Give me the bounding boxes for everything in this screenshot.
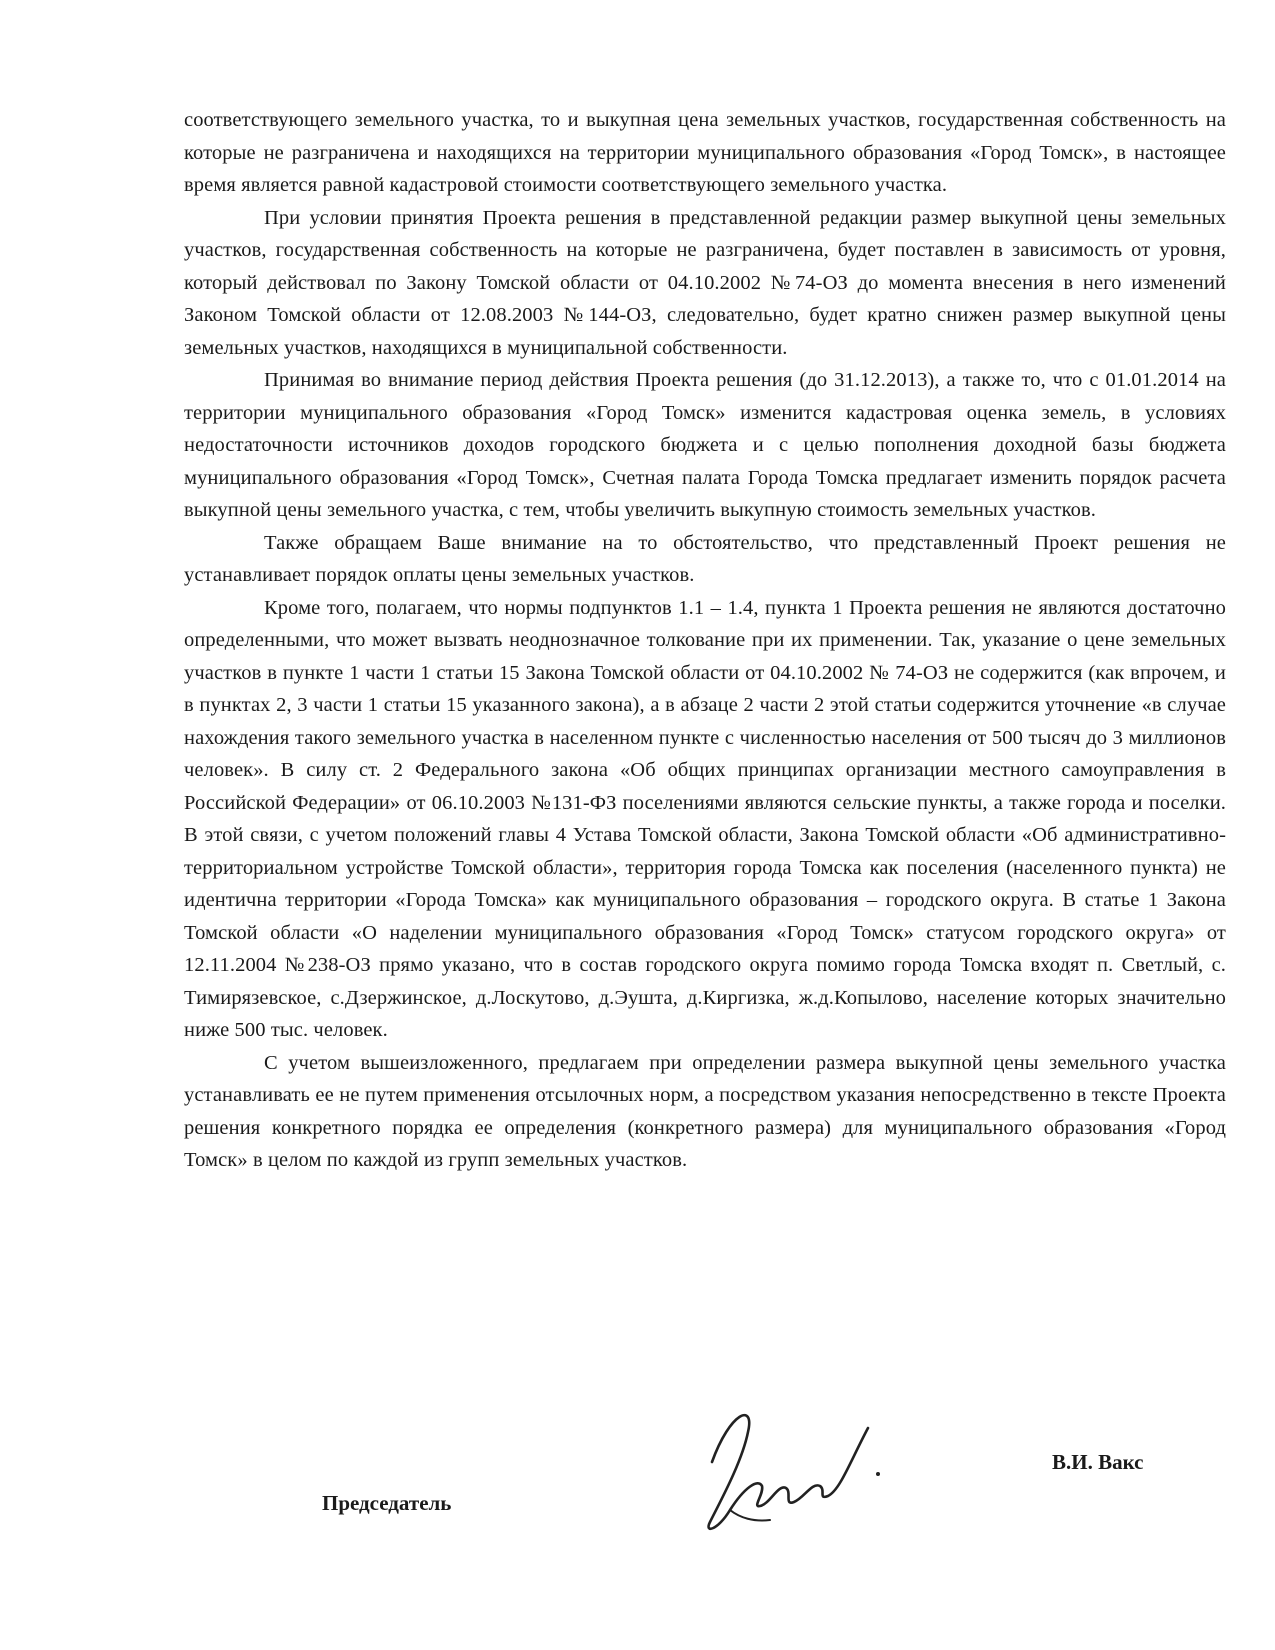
paragraph-payment-order: Также обращаем Ваше внимание на то обстоятельство, что представленный Проект решения не устанавливает порядок оплаты цены земельных участков. <box>184 531 1226 586</box>
paragraph-project-conditions: При условии принятия Проекта решения в представленной редакции размер выкупной цены земельных участков, государственная собственность на которые не разграничена, будет поставлен в зависимость от уровня, который действовал по Закону Томской области от 04.10.2002 №74-ОЗ до момента внесения в него изменений Законом Томской области от 12.08.2003 №144-ОЗ, следовательно, будет кратно снижен размер выкупной цены земельных участков, находящихся в муниципальной собственности. <box>184 206 1226 359</box>
paragraph-continuation: соответствующего земельного участка, то и выкупная цена земельных участков, государственная собственность на которые не разграничена и находящихся на территории муниципального образования «Город Томск», в настоящее время является равной кадастровой стоимости соответствующего земельного участка. <box>184 109 1226 196</box>
paragraph-norms-analysis: Кроме того, полагаем, что нормы подпунктов 1.1 – 1.4, пункта 1 Проекта решения не являются достаточно определенными, что может вызвать неоднозначное толкование при их применении. Так, указание о цене земельных участков в пункте 1 части 1 статьи 15 Закона Томской области от 04.10.2002 № 74-ОЗ не содержится (как впрочем, и в пунктах 2, 3 части 1 статьи 15 указанного закона), а в абзаце 2 части 2 этой статьи содержится уточнение «в случае нахождения такого земельного участка в населенном пункте с численностью населения от 500 тысяч до 3 миллионов человек». В силу ст. 2 Федерального закона «Об общих принципах организации местного самоуправления в Российской Федерации» от 06.10.2003 №131-ФЗ поселениями являются сельские пункты, а также города и поселки. В этой связи, с учетом положений главы 4 Устава Томской области, Закона Томской области «Об административно-территориальном устройстве Томской области», территория города Томска как поселения (населенного пункта) не идентична территории «Города Томска» как муниципального образования – городского округа. В статье 1 Закона Томской области «О наделении муниципального образования «Город Томск» статусом городского округа» от 12.11.2004 №238-ОЗ прямо указано, что в состав городского округа помимо города Томска входят п. Светлый, с. Тимирязевское, с.Дзержинское, д.Лоскутово, д.Эушта, д.Киргизка, ж.д.Копылово, население которых значительно ниже 500 тыс. человек. <box>184 596 1226 1041</box>
signatory-title: Председатель <box>322 1491 452 1515</box>
signatory-name: В.И. Вакс <box>1052 1450 1144 1474</box>
paragraph-proposal-change: Принимая во внимание период действия Проекта решения (до 31.12.2013), а также то, что с 01.01.2014 на территории муниципального образования «Город Томск» изменится кадастровая оценка земель, в условиях недостаточности источников доходов городского бюджета и с целью пополнения доходной базы бюджета муниципального образования «Город Томск», Счетная палата Города Томска предлагает изменить порядок расчета выкупной цены земельного участка, с тем, чтобы увеличить выкупную стоимость земельных участков. <box>184 369 1226 521</box>
handwritten-signature-icon <box>700 1392 900 1542</box>
document-body <box>184 104 1226 1177</box>
paragraph-conclusion: С учетом вышеизложенного, предлагаем при определении размера выкупной цены земельного участка устанавливать ее не путем применения отсылочных норм, а посредством указания непосредственно в тексте Проекта решения конкретного порядка ее определения (конкретного размера) для муниципального образования «Город Томск» в целом по каждой из групп земельных участков. <box>184 1051 1226 1171</box>
